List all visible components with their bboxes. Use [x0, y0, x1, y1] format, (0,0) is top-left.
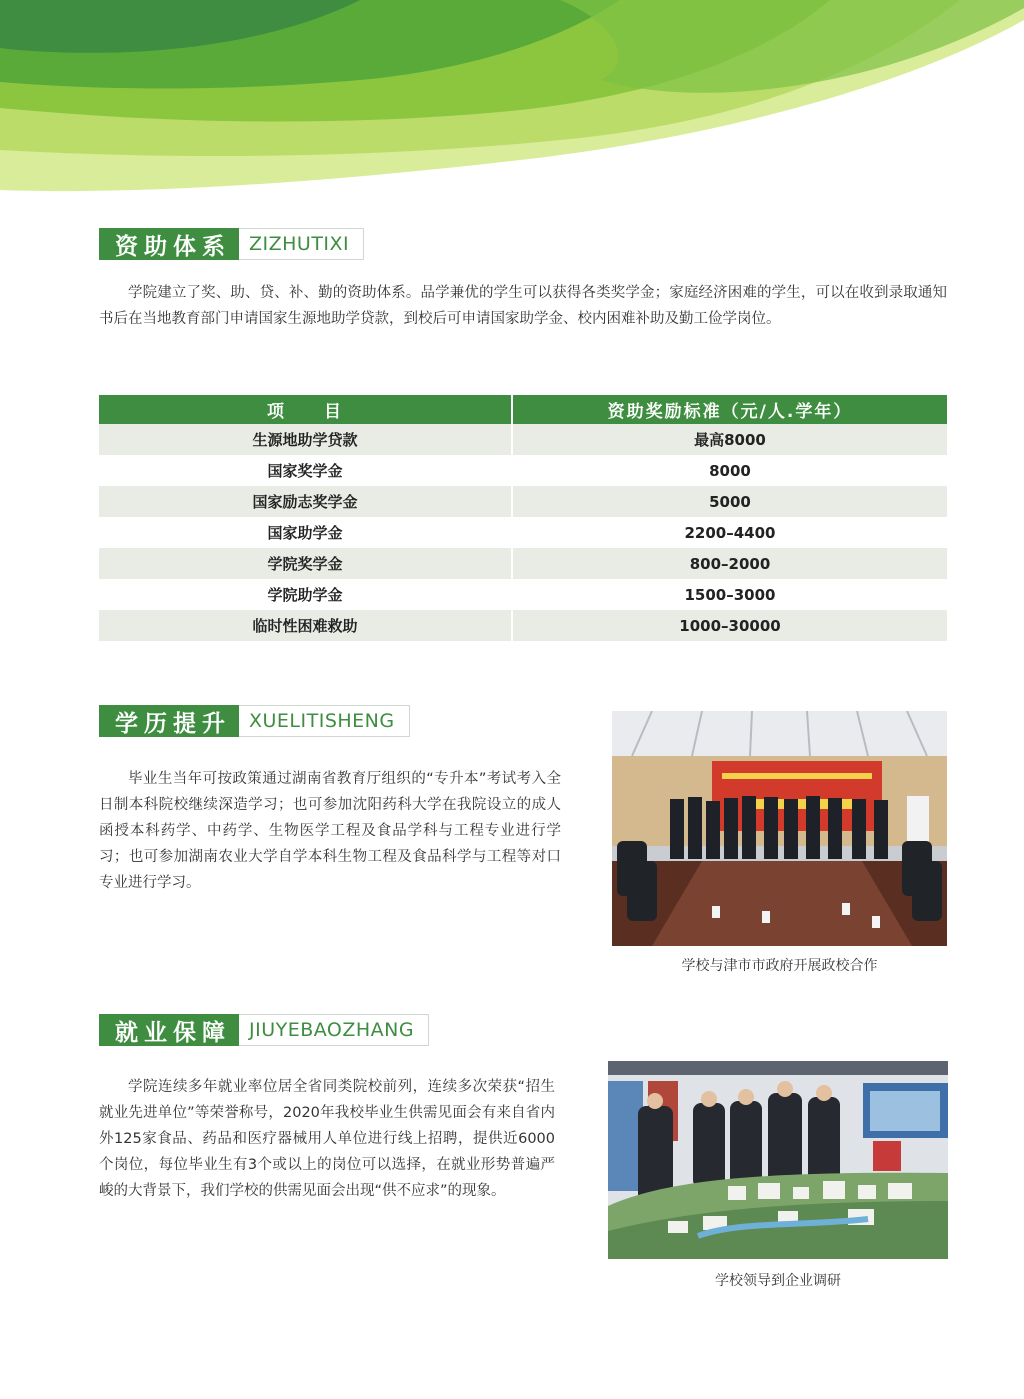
section-header-aid [99, 228, 364, 260]
section-header-employment [99, 1014, 429, 1046]
table-cell-standard: 2200–4400 [513, 517, 947, 548]
section-header-education [99, 705, 410, 737]
table-cell-item: 生源地助学贷款 [99, 424, 513, 455]
employment-paragraph: 学院连续多年就业率位居全省同类院校前列，连续多次荣获“招生就业先进单位”等荣誉称号，2020年我校毕业生供需见面会有来自省内外125家食品、药品和医疗器械用人单位进行线上招聘，提供近6000个岗位，每位毕业生有3个或以上的岗位可以选择，在就业形势普遍严峻的大背景下，我们学校的供需见面会出现“供不应求”的现象。 [99, 1079, 555, 1199]
top-wave-decoration [0, 0, 1024, 200]
table-cell-standard: 最高8000 [513, 424, 947, 455]
table-row [99, 548, 947, 579]
meeting-photo [612, 711, 947, 946]
section-title-en: JIUYEBAOZHANG [239, 1014, 429, 1046]
table-row [99, 610, 947, 641]
section-title-cn: 就业保障 [99, 1014, 239, 1046]
meeting-photo-caption: 学校与津市市政府开展政校合作 [681, 958, 878, 974]
table-cell-item: 国家助学金 [99, 517, 513, 548]
table-row [99, 579, 947, 610]
table-cell-item: 国家励志奖学金 [99, 486, 513, 517]
table-cell-item: 临时性困难救助 [99, 610, 513, 641]
table-header-standard: 资助奖励标准（元/人.学年） [513, 395, 947, 424]
section-title-en: ZIZHUTIXI [239, 228, 364, 260]
visit-photo [608, 1061, 948, 1259]
section-title-en: XUELITISHENG [239, 705, 410, 737]
table-cell-item: 国家奖学金 [99, 455, 513, 486]
table-row [99, 424, 947, 455]
visit-photo-caption: 学校领导到企业调研 [715, 1273, 841, 1289]
table-cell-standard: 800–2000 [513, 548, 947, 579]
aid-standard-table [99, 395, 947, 641]
table-cell-standard: 8000 [513, 455, 947, 486]
table-row [99, 455, 947, 486]
table-cell-item: 学院奖学金 [99, 548, 513, 579]
table-cell-item: 学院助学金 [99, 579, 513, 610]
table-row [99, 486, 947, 517]
table-row [99, 517, 947, 548]
table-cell-standard: 1000–30000 [513, 610, 947, 641]
table-header-item: 项 目 [99, 395, 513, 424]
education-paragraph: 毕业生当年可按政策通过湖南省教育厅组织的“专升本”考试考入全日制本科院校继续深造学习；也可参加沈阳药科大学在我院设立的成人函授本科药学、中药学、生物医学工程及食品学科与工程专业进行学习；也可参加湖南农业大学自学本科生物工程及食品科学与工程等对口专业进行学习。 [99, 771, 561, 891]
section-title-cn: 资助体系 [99, 228, 239, 260]
table-cell-standard: 1500–3000 [513, 579, 947, 610]
table-cell-standard: 5000 [513, 486, 947, 517]
aid-paragraph: 学院建立了奖、助、贷、补、勤的资助体系。品学兼优的学生可以获得各类奖学金；家庭经济困难的学生，可以在收到录取通知书后在当地教育部门申请国家生源地助学贷款，到校后可申请国家助学金、校内困难补助及勤工俭学岗位。 [99, 285, 947, 327]
section-title-cn: 学历提升 [99, 705, 239, 737]
table-header-row [99, 395, 947, 424]
